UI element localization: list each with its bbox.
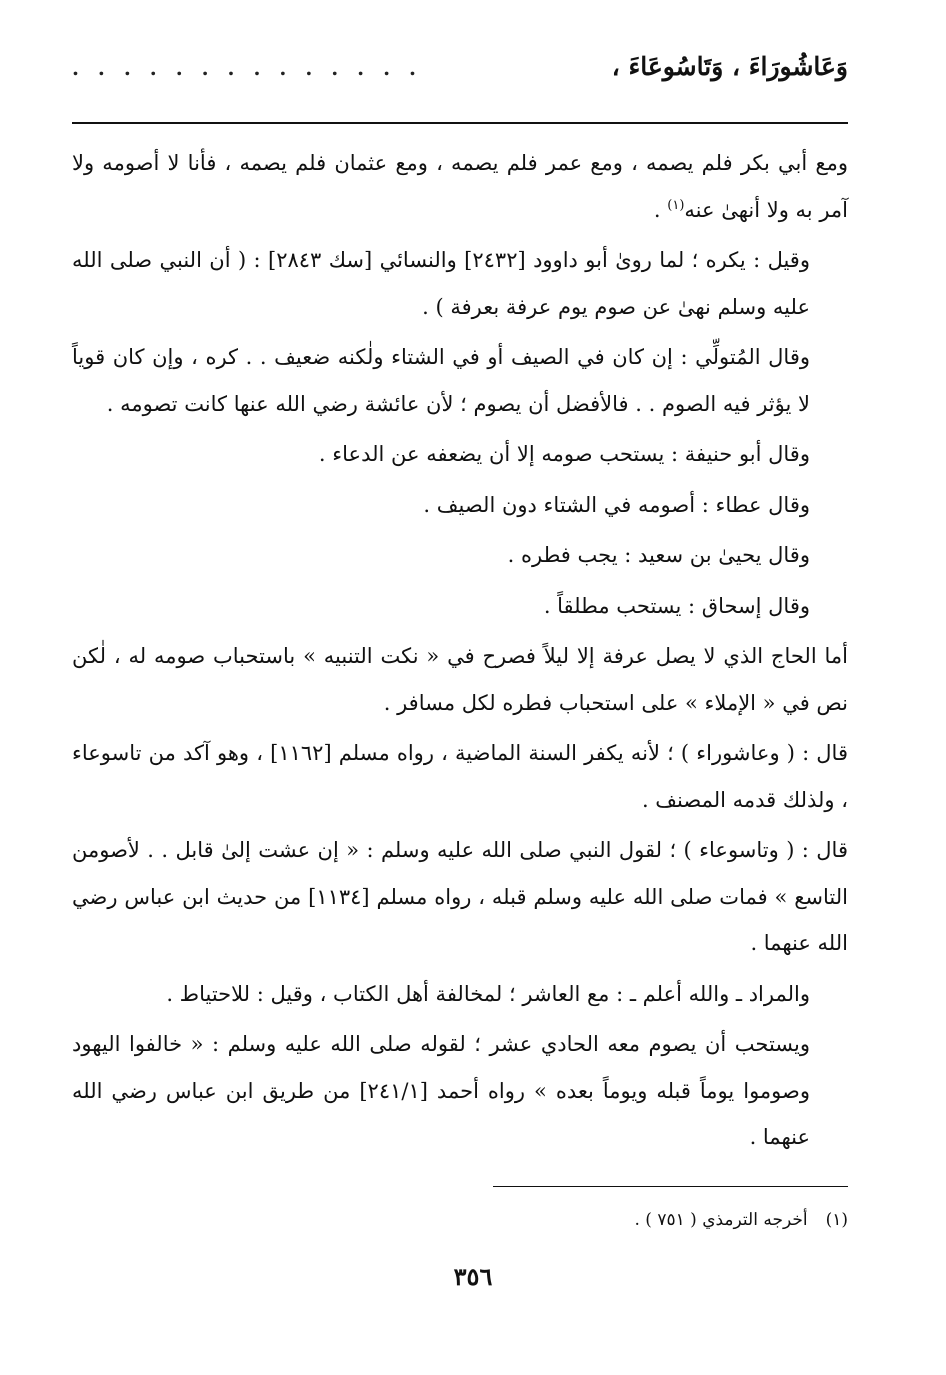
footnotes	[72, 1206, 848, 1234]
footnote-item	[72, 1206, 848, 1234]
paragraph-6: وقال يحيىٰ بن سعيد : يجب فطره .	[507, 543, 810, 567]
paragraph-3: وقال المُتولِّي : إن كان في الصيف أو في الشتاء ولٰكنه ضعيف . . كره ، وإن كان قوياً لا يؤثر فيه الصوم . . فالأفضل أن يصوم ؛ لأن عائشة رضي الله عنها كانت تصومه .	[72, 345, 810, 416]
running-title: وَعَاشُورَاءَ ، وَتَاسُوعَاءَ ،	[611, 52, 848, 81]
paragraph-8: أما الحاج الذي لا يصل عرفة إلا ليلاً فصرح في « نكت التنبيه » باستحباب صومه له ، لٰكن نص في « الإملاء » على استحباب فطره لكل مسافر .	[72, 644, 848, 715]
paragraph-11: والمراد ـ والله أعلم ـ : مع العاشر ؛ لمخالفة أهل الكتاب ، وقيل : للاحتياط .	[166, 981, 810, 1006]
page-number: ٣٥٦	[453, 1262, 493, 1291]
footnote-rule	[493, 1186, 848, 1187]
paragraph-2: وقيل : يكره ؛ لما روىٰ أبو داوود [٢٤٣٢] والنسائي [سك ٢٨٤٣] : ( أن النبي صلى الله عليه وسلم نهىٰ عن صوم يوم عرفة بعرفة ) .	[72, 248, 810, 319]
page	[72, 52, 848, 1165]
body-text	[72, 140, 848, 1161]
footnote-text: أخرجه الترمذي ( ٧٥١ ) .	[634, 1210, 808, 1230]
running-header	[72, 52, 848, 96]
paragraph-7: وقال إسحاق : يستحب مطلقاً .	[543, 593, 810, 618]
paragraph-1: ومع أبي بكر فلم يصمه ، ومع عمر فلم يصمه ، ومع عثمان فلم يصمه ، فأنا لا أصومه ولا آمر به ولا أنهىٰ عنه$^{(١)}$ .	[72, 151, 848, 222]
paragraph-9: قال : ( وعاشوراء ) ؛ لأنه يكفر السنة الماضية ، رواه مسلم [١١٦٢] ، وهو آكد من تاسوعاء ، ولذلك قدمه المصنف .	[72, 741, 848, 812]
paragraph-10: قال : ( وتاسوعاء ) ؛ لقول النبي صلى الله عليه وسلم : « إن عشت إلىٰ قابل . . لأصومن التاسع » فمات صلى الله عليه وسلم قبله ، رواه مسلم [١١٣٤] من حديث ابن عباس رضي الله عنهما .	[72, 838, 848, 955]
footnote-number: (١)	[825, 1210, 848, 1230]
paragraph-4: وقال أبو حنيفة : يستحب صومه إلا أن يضعفه عن الدعاء .	[318, 442, 810, 466]
paragraph-5: وقال عطاء : أصومه في الشتاء دون الصيف .	[423, 492, 810, 517]
footnote-marker[interactable]: (١)	[667, 197, 685, 213]
running-dots: . . . . . . . . . . . . . .	[72, 56, 422, 80]
header-rule	[72, 122, 848, 124]
paragraph-12: ويستحب أن يصوم معه الحادي عشر ؛ لقوله صلى الله عليه وسلم : « خالفوا اليهود وصوموا يوماً قبله ويوماً بعده » رواه أحمد [٢٤١/١] من طريق ابن عباس رضي الله عنهما .	[72, 1032, 810, 1149]
